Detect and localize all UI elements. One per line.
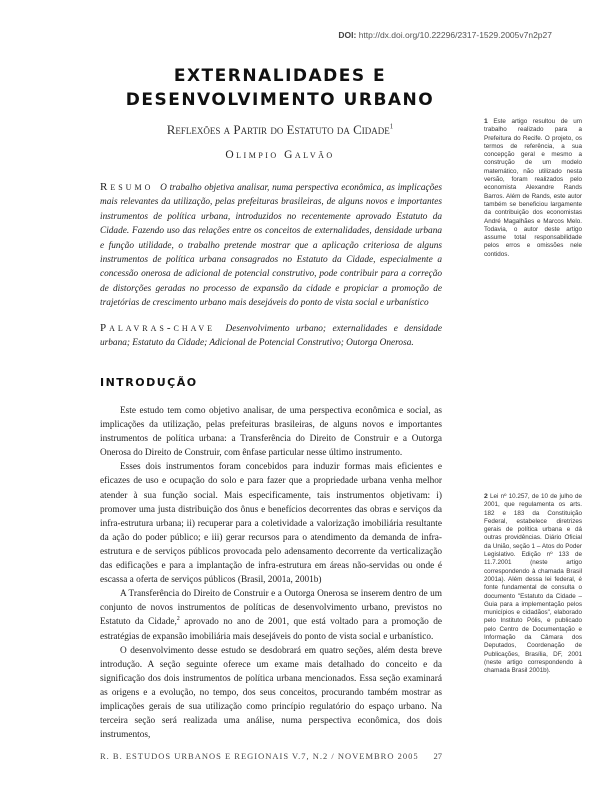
article-title — [100, 64, 460, 112]
doi-line[interactable] — [338, 30, 552, 40]
footnote-text: Este artigo resultou de um trabalho realizado para a Prefeitura do Recife. O projeto, os termos de referência, a sua concepção geral e mesmo a construção de um modelo matemático, não utilizado nesta versão, foram realizados pelo economista Alexandre Rands Barros. Além de Rands, este autor também se beneficiou largamente da contribuição dos economistas André Magalhães e Marcos Melo. Todavia, o autor deste artigo assume total responsabilidade pelos erros e omissões nele contidos. — [484, 118, 582, 258]
page-footer — [100, 751, 442, 761]
article-subtitle — [100, 122, 460, 138]
paragraph: Este estudo tem como objetivo analisar, de uma perspectiva econômica e social, as implicações da utilização, pelas prefeituras brasileiras, de alguns novos e importantes instrumentos de política urbana: a Transferência do Direito de Construir e a Outorga Onerosa do Direito de Construir, com ênfase particular nesse último instrumento. — [100, 406, 442, 459]
abstract-text: O trabalho objetiva analisar, numa perspectiva econômica, as implicações mais relevantes da utilização, pelas prefeituras brasileiras, de alguns novos e importantes instrumentos de política urbana, introduzidos no recentemente aprovado Estatuto da Cidade. Fazendo uso das relações entre os conceitos de externalidades, densidade urbana e função utilidade, o trabalho pretende mostrar que a aplicação criteriosa de alguns instrumentos de política urbana consagrados no Estatuto da Cidade, especialmente a concessão onerosa de adicional de potencial construtivo, pode contribuir para a correção de distorções geradas no processo de expansão da cidade e propiciar a promoção de trajetórias de crescimento urbano mais desejáveis do ponto de vista social e urbanístico — [100, 183, 442, 309]
footnote-number: 1 — [484, 118, 488, 125]
doi-link[interactable]: http://dx.doi.org/10.22296/2317-1529.2005v7n2p27 — [358, 30, 552, 40]
body-text — [100, 404, 442, 742]
paragraph-text: aprovado no ano de 2001, que está voltado para a promoção de estratégias de expansão imobiliária mais desejáveis do ponto de vista social e urbanístico. — [100, 617, 442, 642]
footnote-text: Lei nº 10.257, de 10 de julho de 2001, que regulamenta os arts. 182 e 183 da Constituição Federal, estabelece diretrizes gerais de política urbana e dá outras providências. Diário Oficial da União, seção 1 – Atos do Poder Legislativo. Edição nº 133 de 11.7.2001 (neste artigo correspondendo à chamada Brasil 2001a). Além dessa lei federal, é fonte fundamental de consulta o documento "Estatuto da Cidade – Guia para a implementação pelos municípios e cidadãos", elaborado pelo Instituto Pólis, e publicado pelo Centro de Documentação e Informação da Câmara dos Deputados, Coordenação de Publicações, Brasília, DF, 2001 (neste artigo correspondendo à chamada Brasil 2001b). — [484, 493, 583, 675]
abstract-label: Resumo — [100, 181, 154, 193]
title-line-1: EXTERNALIDADES E — [173, 66, 387, 86]
abstract — [100, 180, 442, 311]
keywords-text: Desenvolvimento urbano; externalidades e densidade urbana; Estatuto da Cidade; Adicional de Potencial Construtivo; Outorga Onerosa. — [100, 324, 442, 349]
paragraph: O desenvolvimento desse estudo se desdobrará em quatro seções, além desta breve introdução. A seção seguinte oferece um exame mais detalhado do conceito e da significação dos dois instrumentos de política urbana mencionados. Essa seção examinará as origens e a evolução, no tempo, dos seus conceitos, procurando também mostrar as implicações gerais de sua utilização como princípio regulatório do espaço urbano. Na terceira seção será realizada uma análise, numa perspectiva econômica, dos dois instrumentos, — [100, 645, 442, 741]
author-name: Olimpio Galvão — [225, 149, 335, 161]
footnote-1 — [484, 118, 582, 259]
keywords — [100, 321, 442, 351]
journal-citation: R. B. ESTUDOS URBANOS E REGIONAIS V.7, N.2 / NOVEMBRO 2005 — [100, 751, 419, 761]
doi-label: DOI: — [338, 30, 357, 40]
page-number: 27 — [433, 751, 442, 761]
section-heading: INTRODUÇÃO — [100, 376, 198, 389]
paragraph — [100, 587, 442, 643]
footnote-2 — [484, 493, 582, 676]
subtitle-text: Reflexões a Partir do Estatuto da Cidade — [166, 122, 390, 137]
keywords-label: Palavras-chave — [100, 322, 216, 334]
paragraph: Esses dois instrumentos foram concebidos para induzir formas mais eficientes e eficazes de uso e ocupação do solo e para fazer que a propriedade urbana venha melhor atender à sua função social. Mais especificamente, tais instrumentos objetivam: i) promover uma justa distribuição dos ônus e benefícios decorrentes das obras e serviços da infra-estrutura urbana; ii) recuperar para a coletividade a valorização imobiliária resultante da ação do poder público; e iii) gerar recursos para o atendimento da demanda de infra-estrutura e de serviços públicos provocada pelo adensamento decorrente da verticalização das edificações e para a implantação de infra-estrutura em áreas não-servidas ou onde é escassa a oferta de serviços públicos (Brasil, 2001a, 2001b) — [100, 462, 442, 586]
footnote-ref-2: 2 — [176, 616, 180, 623]
footnote-number: 2 — [484, 493, 488, 500]
footnote-ref-1: 1 — [389, 122, 394, 131]
paragraph-text: A Transferência do Direito de Construir e a Outorga Onerosa se inserem dentro de um conjunto de novos instrumentos de políticas de desenvolvimento urbano, previstos no Estatuto da Cidade, — [100, 589, 442, 628]
title-line-2: DESENVOLVIMENTO URBANO — [125, 90, 435, 110]
